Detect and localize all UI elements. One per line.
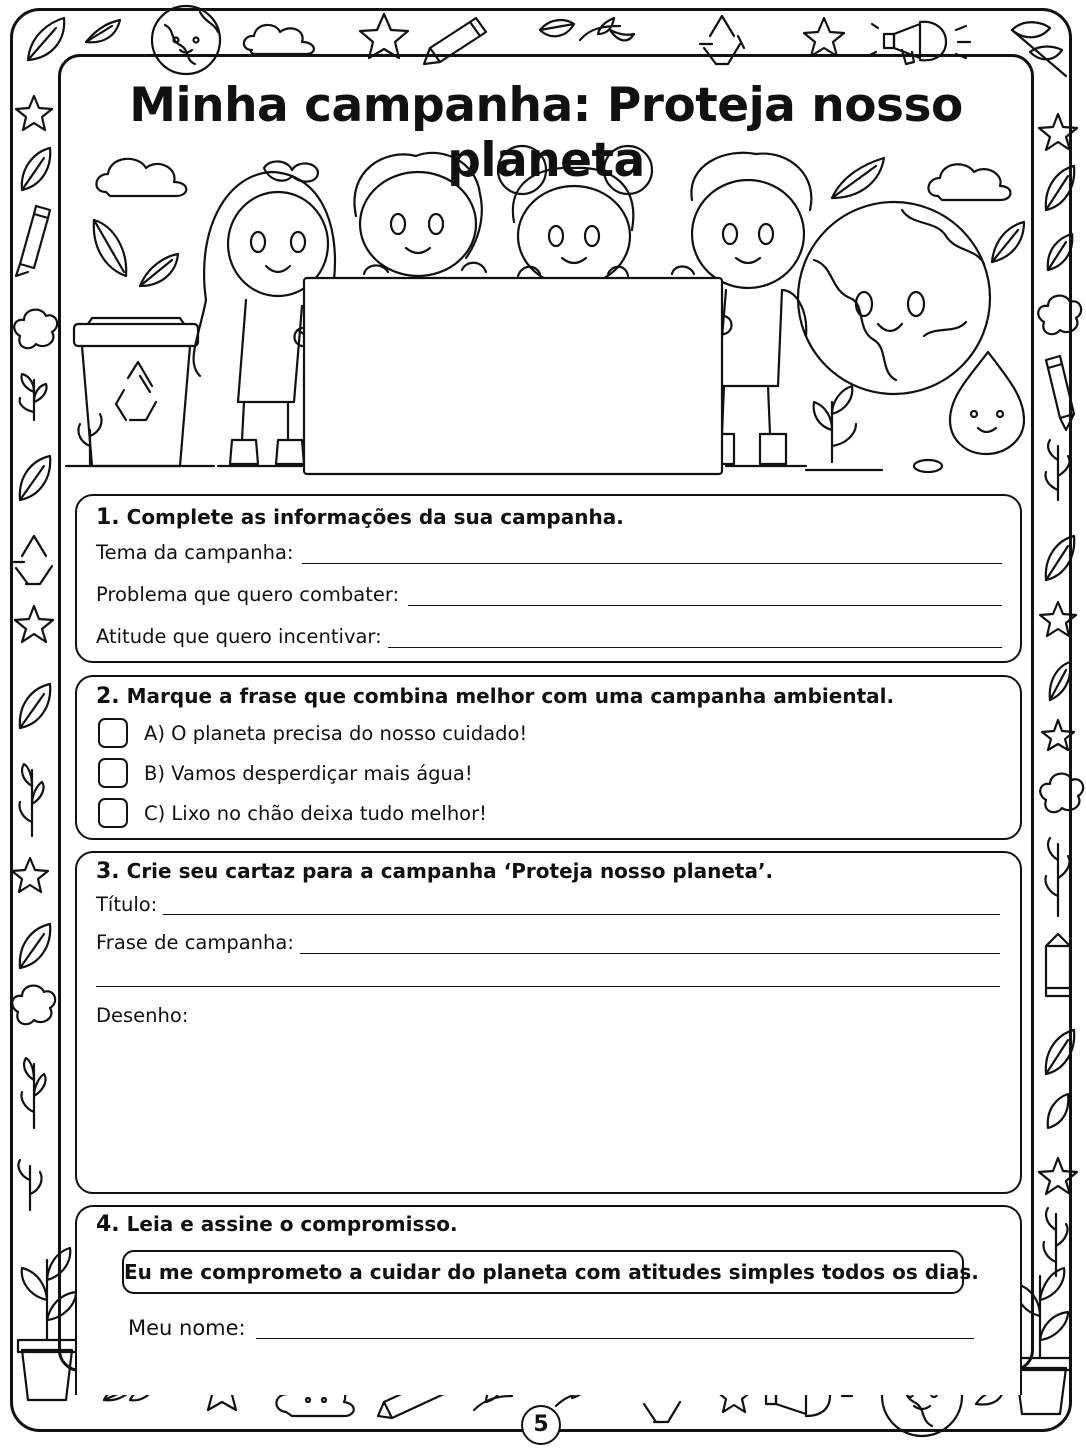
theme-answer-line[interactable] xyxy=(302,563,1002,564)
question-number: 3. xyxy=(96,859,120,884)
option-a-checkbox[interactable] xyxy=(98,718,128,748)
campaign-phrase-label: Frase de campanha: xyxy=(96,931,300,954)
question-number: 4. xyxy=(96,1212,120,1237)
question-text: Leia e assine o compromisso. xyxy=(126,1212,458,1236)
question-text: Complete as informações da sua campanha. xyxy=(126,505,624,529)
pledge-box: Eu me comprometo a cuidar do planeta com atitudes simples todos os dias. xyxy=(122,1250,964,1294)
leaf-icon xyxy=(94,220,126,276)
question-1-heading xyxy=(96,505,624,530)
name-signature-line[interactable] xyxy=(256,1338,974,1339)
leaf-icon xyxy=(832,158,884,198)
plant-icon xyxy=(78,414,101,466)
question-4-heading xyxy=(96,1212,458,1237)
blank-sign xyxy=(304,278,722,474)
page-title: Minha campanha: Proteja nosso planeta xyxy=(129,78,963,188)
poster-title-label: Título: xyxy=(96,893,163,916)
poster-title-line[interactable] xyxy=(162,914,1000,915)
option-b-checkbox[interactable] xyxy=(98,758,128,788)
problem-answer-line[interactable] xyxy=(408,605,1002,606)
question-number: 1. xyxy=(96,505,120,530)
question-number: 2. xyxy=(96,684,120,709)
plant-icon xyxy=(814,386,856,462)
attitude-answer-line[interactable] xyxy=(388,647,1002,648)
problem-label: Problema que quero combater: xyxy=(96,583,405,606)
question-3-heading xyxy=(96,859,773,884)
cloud-icon xyxy=(96,159,186,196)
campaign-phrase-line[interactable] xyxy=(286,953,1000,954)
drawing-label: Desenho: xyxy=(96,1004,194,1027)
page-number: 5 xyxy=(521,1405,561,1445)
question-2-heading xyxy=(96,684,894,709)
boy-figure xyxy=(354,153,486,276)
option-b-text: B) Vamos desperdiçar mais água! xyxy=(144,762,479,785)
theme-label: Tema da campanha: xyxy=(96,541,300,564)
question-text: Crie seu cartaz para a campanha ‘Proteja nosso planeta’. xyxy=(126,859,774,883)
question-text: Marque a frase que combina melhor com uma campanha ambiental. xyxy=(126,684,895,708)
option-c-text: C) Lixo no chão deixa tudo melhor! xyxy=(144,802,493,825)
option-c-checkbox[interactable] xyxy=(98,798,128,828)
illustration-kids-with-sign xyxy=(66,140,1026,485)
recycle-bin-icon xyxy=(74,318,198,466)
leaf-icon xyxy=(140,254,178,286)
earth-character-icon xyxy=(798,202,990,394)
attitude-label: Atitude que quero incentivar: xyxy=(96,625,388,648)
cloud-icon xyxy=(928,164,1010,200)
option-a-text: A) O planeta precisa do nosso cuidado! xyxy=(144,722,533,745)
name-label: Meu nome: xyxy=(128,1316,252,1340)
drawing-area[interactable] xyxy=(90,1035,1010,1185)
campaign-phrase-line-2[interactable] xyxy=(96,986,1000,987)
leaf-icon xyxy=(992,222,1024,262)
girl-figure-2 xyxy=(498,146,652,286)
